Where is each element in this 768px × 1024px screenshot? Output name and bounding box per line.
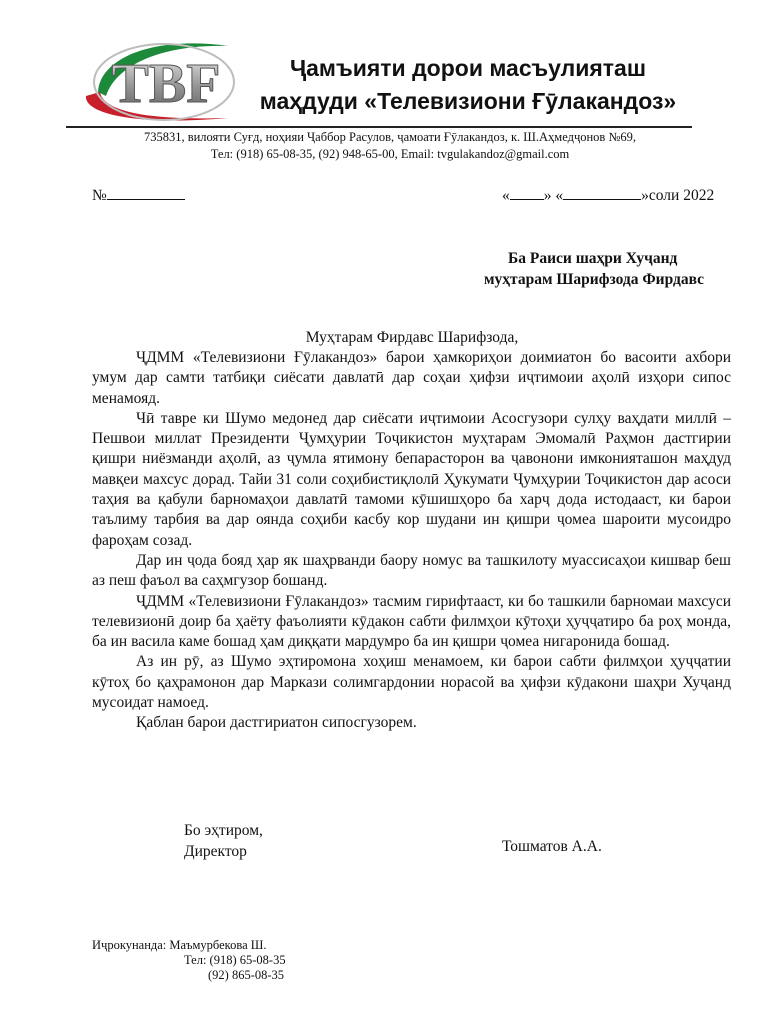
signature-title: Директор <box>184 843 247 860</box>
day-blank <box>510 186 544 200</box>
month-blank <box>563 186 641 200</box>
recipient-line-2: муҳтарам Шарифзода Фирдавс <box>484 271 705 288</box>
date-quote-close-2: » <box>641 187 649 204</box>
body-paragraph-4: ҶДММ «Телевизиони Ғӯлакандоз» тасмим гирифтааст, ки бо ташкили барномаи махсуси телевизионӣ доир ба ҳаёту фаъолияти кӯдакон сабти филмҳои кӯтоҳи ҳуҷҷатиро ба роҳ монда, ба ин васила каме бошад ҳам диққати мардумро ба ин қишри ҷомеа нигаронида бошад. <box>92 592 731 651</box>
signature-closing: Бо эҳтиром, <box>184 822 263 839</box>
address-line: 735831, вилояти Суғд, ноҳияи Ҷаббор Расулов, ҷамоати Ғӯлакандоз, к. Ш.Аҳмедҷонов №69, <box>143 130 637 144</box>
signature-name: Тошматов А.А. <box>502 838 602 855</box>
signature-block <box>184 820 263 862</box>
year-text: соли 2022 <box>648 187 715 204</box>
organization-title <box>248 52 688 118</box>
logo-text: TBF <box>111 53 221 115</box>
company-logo <box>78 34 254 126</box>
registration-date <box>502 186 714 205</box>
registration-number <box>92 186 185 205</box>
executor-phone-1: Тел: (918) 65-08-35 <box>184 953 286 967</box>
address-block <box>90 129 690 163</box>
date-quote-close: » <box>543 187 552 204</box>
date-quote-open: « <box>502 187 510 204</box>
org-title-line-1: Ҷамъияти дорои масъулияташ <box>289 55 646 81</box>
greeting: Муҳтарам Фирдавс Шарифзода, <box>305 329 519 346</box>
header-divider <box>66 126 692 128</box>
executor-phone-2: (92) 865-08-35 <box>208 968 285 982</box>
body-paragraph-2: Чӣ тавре ки Шумо медонед дар сиёсати иҷтимоии Асосгузори сулҳу ваҳдати миллӣ – Пешвои миллат Президенти Ҷумҳурии Тоҷикистон муҳтарам Эмомалӣ Раҳмон дастгирии қишри ниёзманди аҳолӣ, аз ҷумла ятимону бепарасторон ва ҷавонони имконияташон маҳдуд мавқеи махсус дорад. Тайи 31 соли соҳибистиқлолӣ Ҳукумати Ҷумҳурии Тоҷикистон дар асоси таҳия ва қабули барномаҳои давлатӣ тамоми кӯшишҳоро ба харҷ дода истодааст, ки барои таълиму тарбия ва дар оянда соҳиби касбу кор шудани ин қишри ҷомеа шароити мусоидро фароҳам созад. <box>92 409 731 549</box>
date-quote-open-2: « <box>551 187 564 204</box>
org-title-line-2: маҳдуди «Телевизиони Ғӯлакандоз» <box>259 88 677 114</box>
recipient-block <box>420 248 768 290</box>
recipient-line-1: Ба Раиси шаҳри Хуҷанд <box>508 250 678 267</box>
number-blank <box>107 186 185 200</box>
body-paragraph-3: Дар ин ҷода бояд ҳар як шаҳрванди баору номус ва ташкилоту муассисаҳои кишвар беш аз пеш фаъол ва саҳмгузор бошанд. <box>92 551 731 590</box>
contacts-line: Тел: (918) 65-08-35, (92) 948-65-00, Email: tvgulakandoz@gmail.com <box>210 147 570 161</box>
executor-block <box>92 938 286 983</box>
letter-body <box>92 348 731 734</box>
executor-name: Иҷрокунанда: Маъмурбекова Ш. <box>92 938 267 952</box>
number-label: № <box>92 187 107 204</box>
body-paragraph-6: Қаблан барои дастгириатон сипосгузорем. <box>136 714 417 732</box>
body-paragraph-1: ҶДММ «Телевизиони Ғӯлакандоз» барои ҳамкориҳои доимиатон бо васоити ахбори умум дар самти татбиқи сиёсати давлатӣ дар соҳаи ҳифзи иҷтимоии аҳолӣ изҳори сипос менамояд. <box>92 349 731 407</box>
body-paragraph-5: Аз ин рӯ, аз Шумо эҳтиромона хоҳиш менамоем, ки барои сабти филмҳои ҳуҷҷатии кӯтоҳ бо қаҳрамонон дар Маркази солимгардонии норасой ва ҳифзи кӯдакони шаҳри Хуҷанд мусоидат намоед. <box>92 653 731 712</box>
